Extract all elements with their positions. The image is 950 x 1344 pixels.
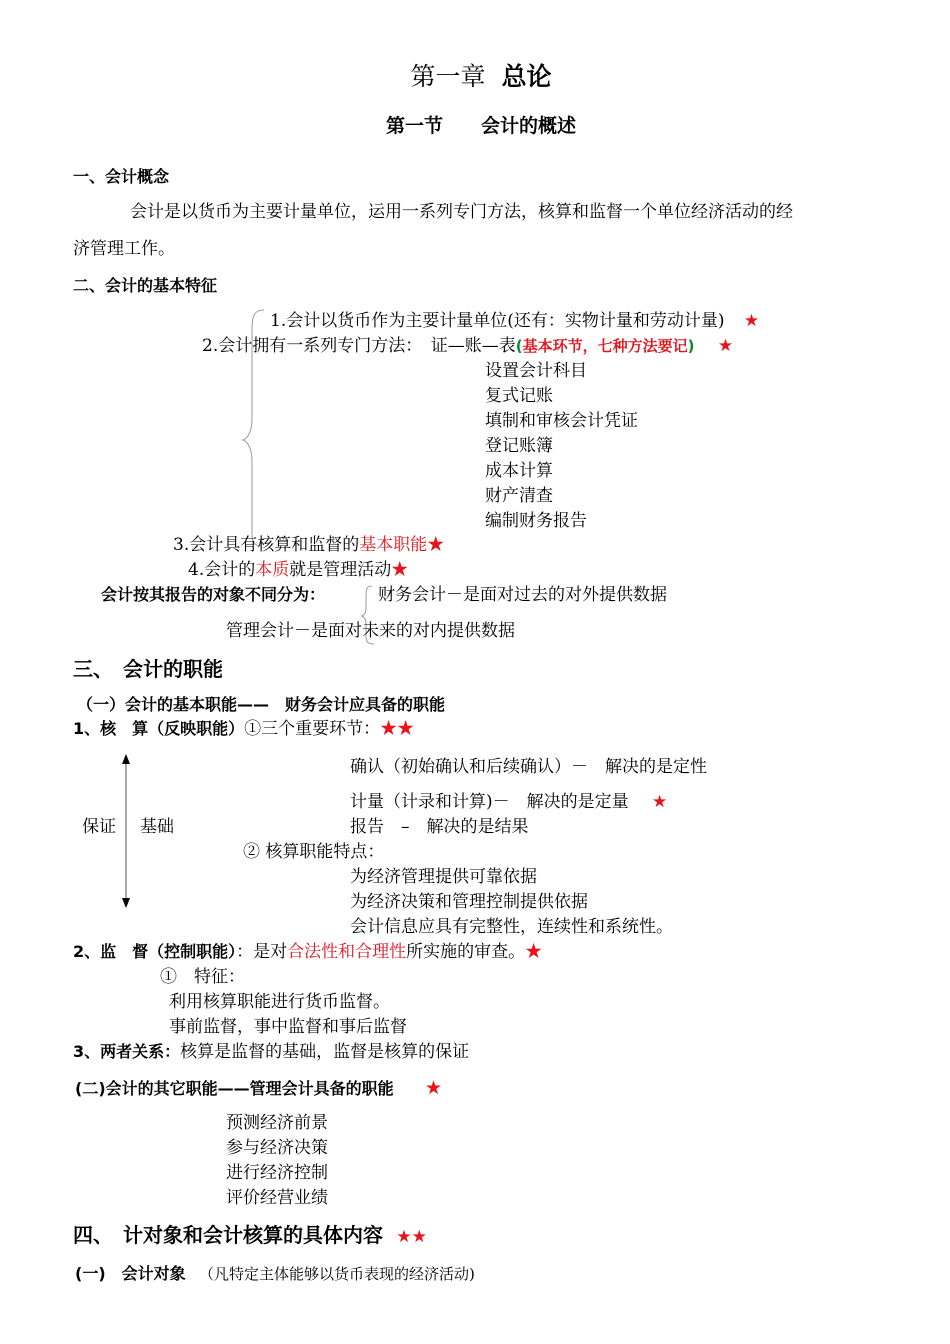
step-measure-text: 计量（计录和计算)－ 解决的是定量	[350, 792, 629, 812]
s3-item2	[73, 941, 542, 963]
method-item: 复式记账	[485, 386, 553, 406]
chapter-prefix: 第一章	[410, 62, 486, 91]
report-management: 管理会计－是面对未来的对内提供数据	[226, 621, 515, 641]
s3-item2-pre: ：是对	[236, 942, 288, 962]
s4-sub1-note: （凡特定主体能够以货币表现的经济活动)	[199, 1265, 475, 1283]
step-measure	[350, 791, 667, 813]
other-function: 进行经济控制	[226, 1163, 328, 1183]
method-item: 成本计算	[485, 461, 553, 481]
chapter-name: 总论	[501, 62, 552, 91]
feature-2-text: 2.会计拥有一系列专门方法： 证—账—表	[202, 336, 516, 356]
s3-item2-post: 所实施的审查。	[406, 942, 526, 962]
s4-heading	[73, 1224, 427, 1248]
method-item: 设置会计科目	[485, 361, 587, 381]
feature-2	[202, 335, 733, 357]
other-function: 评价经营业绩	[226, 1188, 328, 1208]
feature-3	[173, 534, 444, 556]
feature-point: 为经济管理提供可靠依据	[350, 867, 537, 887]
other-function: 预测经济前景	[226, 1113, 328, 1133]
star-icon: ★	[525, 942, 543, 962]
feature-1	[270, 310, 759, 332]
s3-heading: 三、 会计的职能	[73, 657, 223, 681]
arrow-label-basis: 基础	[140, 817, 174, 837]
double-arrow-icon	[119, 754, 133, 908]
star-icon: ★	[391, 560, 409, 580]
features-title: ② 核算职能特点：	[243, 842, 385, 862]
step-report: 报告 – 解决的是结果	[350, 817, 529, 837]
chapter-title	[0, 62, 950, 92]
feature-point: 会计信息应具有完整性，连续性和系统性。	[350, 917, 673, 937]
section-title: 第一节 会计的概述	[385, 115, 576, 137]
s4-sub1-label: (一) 会计对象	[75, 1264, 186, 1283]
star-icon: ★	[427, 535, 445, 555]
feature-3-highlight: 基本职能	[359, 535, 428, 555]
s3-sub1: （一）会计的基本职能—— 财务会计应具备的职能	[77, 695, 446, 714]
s1-heading: 一、会计概念	[73, 167, 170, 186]
s1-para-line1: 会计是以货币为主要计量单位，运用一系列专门方法，核算和监督一个单位经济活动的经	[130, 202, 793, 222]
s3-item3-label: 3、两者关系：	[73, 1042, 181, 1061]
s4-sub1	[75, 1263, 475, 1285]
s3-item1-label: 1、核 算（反映职能）	[73, 719, 245, 738]
supervision-item: 事前监督，事中监督和事后监督	[169, 1017, 407, 1037]
star-icon: ★	[652, 792, 668, 812]
report-financial: 财务会计－是面对过去的对外提供数据	[378, 585, 667, 605]
feature-point: 为经济决策和管理控制提供依据	[350, 892, 588, 912]
supervision-title: ① 特征：	[160, 967, 245, 987]
other-function: 参与经济决策	[226, 1138, 328, 1158]
s3-item2-highlight: 合法性和合理性	[287, 942, 407, 962]
s2-heading: 二、会计的基本特征	[73, 276, 218, 295]
s3-item1-text: ①三个重要环节：	[244, 719, 381, 739]
method-item: 填制和审核会计凭证	[485, 411, 638, 431]
feature-3-text: 3.会计具有核算和监督的	[173, 535, 360, 555]
stars-icon: ★★	[396, 1227, 427, 1247]
star-icon: ★	[743, 311, 760, 331]
feature-1-text: 1.会计以货币作为主要计量单位(还有：实物计量和劳动计量)	[270, 311, 725, 331]
method-item: 登记账簿	[485, 436, 553, 456]
stars-icon: ★★	[380, 719, 415, 739]
arrow-label-guarantee: 保证	[82, 817, 116, 837]
feature-4-pre: 4.会计的	[188, 560, 256, 580]
feature-4-highlight: 本质	[255, 560, 290, 580]
star-icon: ★	[717, 336, 734, 356]
s3-item3-text: 核算是监督的基础，监督是核算的保证	[180, 1042, 470, 1062]
feature-2-note-text: 基本环节，七种方法要记	[522, 337, 688, 355]
s3-sub2	[75, 1077, 442, 1100]
method-item: 编制财务报告	[485, 511, 587, 531]
method-item: 财产清查	[485, 486, 553, 506]
s4-heading-text: 四、 计对象和会计核算的具体内容	[73, 1223, 383, 1247]
feature-4	[188, 559, 408, 581]
step-confirm: 确认（初始确认和后续确认）－ 解决的是定性	[350, 757, 707, 777]
report-label: 会计按其报告的对象不同分为：	[101, 585, 326, 604]
feature-2-note: (基本环节，七种方法要记)	[515, 337, 695, 355]
s1-para-line2: 济管理工作。	[73, 239, 175, 259]
s3-item2-label: 2、监 督（控制职能）	[73, 942, 237, 961]
supervision-item: 利用核算职能进行货币监督。	[169, 992, 390, 1012]
s3-item3	[73, 1041, 469, 1063]
note-close-paren: )	[687, 337, 695, 355]
feature-4-post: 就是管理活动	[289, 560, 392, 580]
s3-item1	[73, 718, 414, 740]
star-icon: ★	[425, 1077, 443, 1099]
s3-sub2-text: (二)会计的其它职能——管理会计具备的职能	[75, 1079, 394, 1098]
